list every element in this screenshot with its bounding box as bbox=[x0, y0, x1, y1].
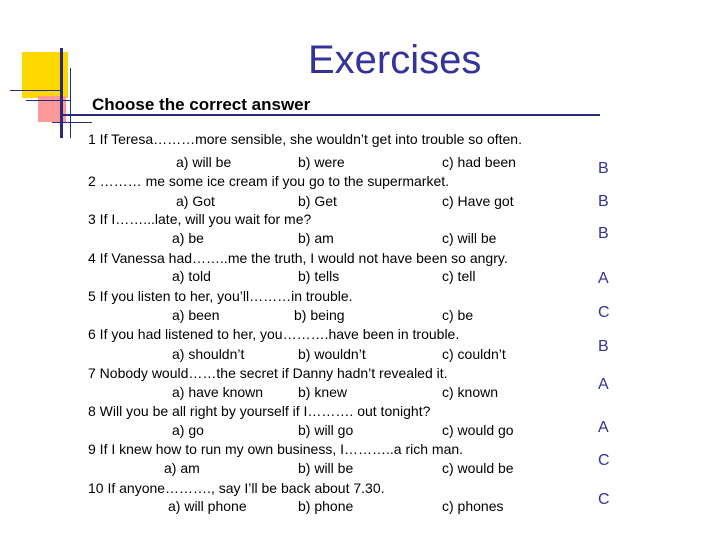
option-a: a) am bbox=[164, 460, 200, 476]
option-c: c) known bbox=[442, 384, 499, 400]
slide-subtitle: Choose the correct answer bbox=[92, 95, 311, 114]
answer-key: C bbox=[598, 491, 610, 508]
answer-key: A bbox=[598, 376, 609, 393]
option-a: a) told bbox=[172, 268, 211, 284]
option-b: b) Get bbox=[298, 193, 337, 209]
option-a: a) will be bbox=[176, 154, 232, 170]
question-text: 7 Nobody would……the secret if Danny hadn’t revealed it. bbox=[88, 365, 448, 381]
option-c: c) be bbox=[442, 307, 474, 323]
option-a: a) be bbox=[172, 230, 204, 246]
option-b: b) knew bbox=[298, 384, 348, 400]
decor-vertical-line-thin bbox=[70, 68, 71, 138]
answer-key: C bbox=[598, 304, 610, 321]
question-text: 1 If Teresa………more sensible, she wouldn’t get into trouble so often. bbox=[88, 131, 522, 147]
option-a: a) go bbox=[172, 422, 204, 438]
decor-horizontal-line bbox=[10, 90, 62, 91]
option-c: c) would go bbox=[442, 422, 514, 438]
slide-title: Exercises bbox=[308, 38, 482, 82]
answer-key: A bbox=[598, 270, 609, 287]
option-c: c) will be bbox=[442, 230, 497, 246]
option-a: a) shouldn’t bbox=[172, 346, 245, 362]
option-b: b) will be bbox=[298, 460, 354, 476]
question-text: 9 If I knew how to run my own business, I………..a rich man. bbox=[88, 441, 464, 457]
option-c: c) phones bbox=[442, 498, 504, 514]
option-c: c) had been bbox=[442, 154, 516, 170]
answer-key: A bbox=[598, 419, 609, 436]
option-b: b) were bbox=[298, 154, 345, 170]
decor-horizontal-line bbox=[52, 122, 92, 123]
option-b: b) am bbox=[298, 230, 334, 246]
option-b: b) phone bbox=[298, 498, 354, 514]
option-a: a) have known bbox=[172, 384, 264, 400]
option-b: b) being bbox=[294, 307, 345, 323]
option-a: a) will phone bbox=[168, 498, 247, 514]
option-a: a) been bbox=[172, 307, 220, 323]
answer-key: B bbox=[598, 225, 609, 242]
option-c: c) couldn’t bbox=[442, 346, 506, 362]
question-text: 10 If anyone………., say I’ll be back about 7.30. bbox=[88, 480, 385, 496]
answer-key: B bbox=[598, 338, 609, 355]
answer-key: C bbox=[598, 452, 610, 469]
option-c: c) Have got bbox=[442, 193, 514, 209]
option-b: b) will go bbox=[298, 422, 354, 438]
decor-horizontal-line bbox=[26, 100, 70, 101]
question-text: 5 If you listen to her, you’ll………in trouble. bbox=[88, 288, 353, 304]
question-text: 2 ……… me some ice cream if you go to the supermarket. bbox=[88, 173, 450, 189]
answer-key: B bbox=[598, 160, 609, 177]
option-b: b) tells bbox=[298, 268, 340, 284]
option-c: c) tell bbox=[442, 268, 476, 284]
option-c: c) would be bbox=[442, 460, 514, 476]
option-a: a) Got bbox=[176, 193, 215, 209]
question-text: 6 If you had listened to her, you……….have been in trouble. bbox=[88, 326, 460, 342]
question-text: 8 Will you be all right by yourself if I………. out tonight? bbox=[88, 403, 431, 419]
question-text: 4 If Vanessa had……..me the truth, I would not have been so angry. bbox=[88, 250, 508, 266]
option-b: b) wouldn’t bbox=[298, 346, 366, 362]
question-text: 3 If I……...late, will you wait for me? bbox=[88, 211, 312, 227]
decor-vertical-line bbox=[60, 48, 63, 138]
answer-key: B bbox=[598, 193, 609, 210]
